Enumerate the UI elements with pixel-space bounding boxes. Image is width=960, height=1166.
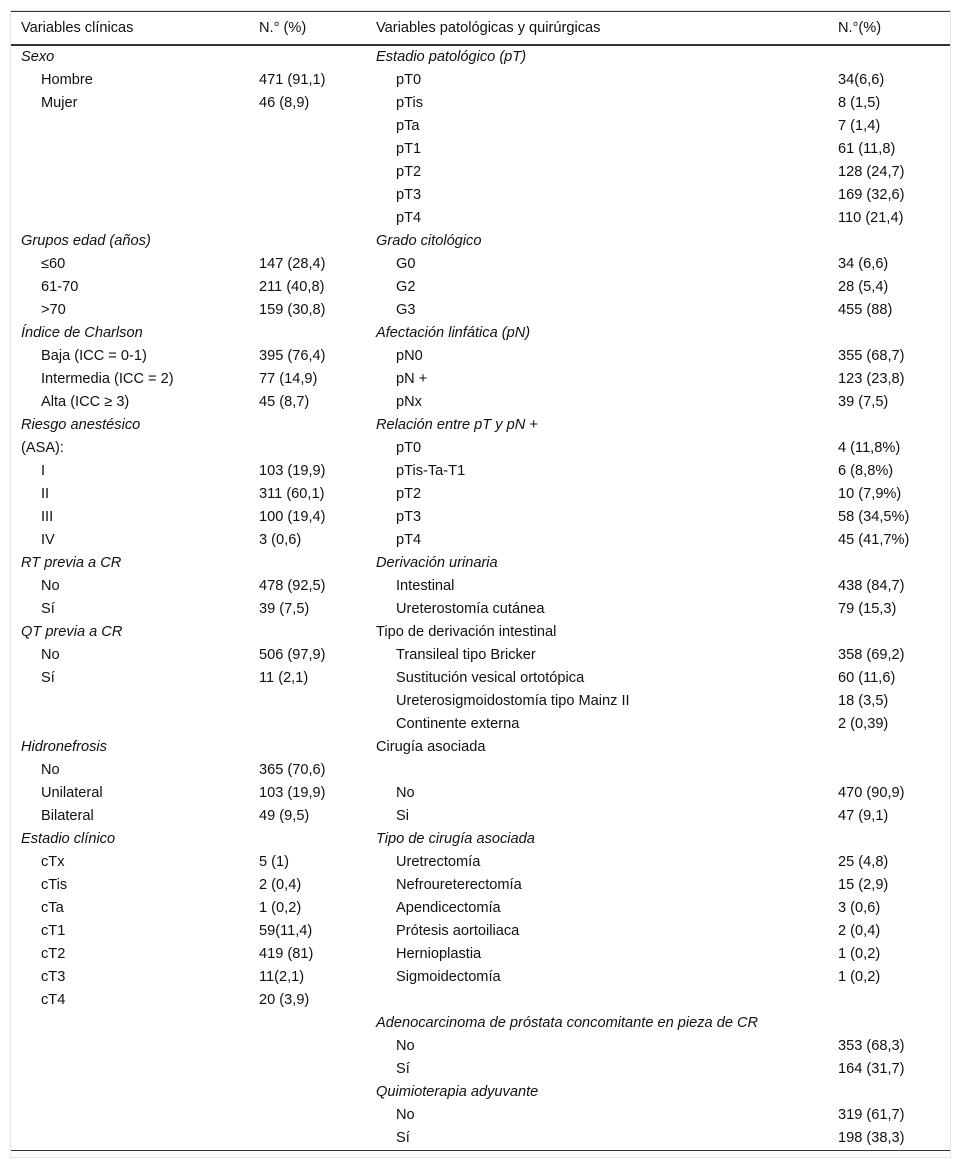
clinical-variable: cT3	[41, 968, 66, 985]
clinical-variable: 61-70	[41, 278, 79, 295]
clinical-variable: cT1	[41, 922, 66, 939]
clinical-count: 211 (40,8)	[259, 278, 325, 295]
table-row	[11, 805, 950, 828]
pathological-count: 2 (0,4)	[838, 922, 881, 939]
clinical-variable: No	[41, 577, 60, 594]
pathological-count: 28 (5,4)	[838, 278, 889, 295]
pathological-count	[828, 45, 950, 69]
clinical-variable: Estadio clínico	[21, 830, 116, 847]
clinical-count	[249, 736, 366, 759]
pathological-count	[828, 552, 950, 575]
clinical-count	[249, 1058, 366, 1081]
clinical-variable: No	[41, 646, 60, 663]
clinical-count	[249, 1104, 366, 1127]
table-row	[11, 1081, 950, 1104]
pathological-count: 353 (68,3)	[838, 1037, 905, 1054]
pathological-variable	[366, 989, 828, 1012]
clinical-variable: Alta (ICC ≥ 3)	[41, 393, 130, 410]
pathological-variable: Adenocarcinoma de próstata concomitante en pieza de CR	[376, 1014, 759, 1031]
table-row	[11, 253, 950, 276]
table-row	[11, 1035, 950, 1058]
pathological-variable: No	[396, 1037, 415, 1054]
pathological-count	[828, 989, 950, 1012]
pathological-count	[828, 828, 950, 851]
table-row	[11, 667, 950, 690]
pathological-count	[828, 230, 950, 253]
clinical-count	[249, 184, 366, 207]
pathological-count: 61 (11,8)	[838, 140, 896, 157]
table-row	[11, 391, 950, 414]
pathological-count: 455 (88)	[838, 301, 893, 318]
clinical-variable: cTx	[41, 853, 65, 870]
pathological-count: 25 (4,8)	[838, 853, 889, 870]
pathological-variable: pTa	[396, 117, 420, 134]
table-row	[11, 345, 950, 368]
pathological-variable: Grado citológico	[376, 232, 482, 249]
table-row	[11, 92, 950, 115]
table-row	[11, 414, 950, 437]
pathological-variable: G2	[396, 278, 416, 295]
clinical-count	[249, 207, 366, 230]
clinical-count	[249, 414, 366, 437]
clinical-count: 103 (19,9)	[259, 462, 326, 479]
pathological-count: 169 (32,6)	[838, 186, 905, 203]
clinical-variable: Bilateral	[41, 807, 94, 824]
clinical-variable: cT4	[41, 991, 66, 1008]
clinical-variable: Mujer	[41, 94, 78, 111]
pathological-variable: Hernioplastia	[396, 945, 482, 962]
clinical-count: 5 (1)	[259, 853, 290, 870]
pathological-variable: Cirugía asociada	[376, 738, 486, 755]
pathological-variable: Transileal tipo Bricker	[396, 646, 536, 663]
table-row	[11, 322, 950, 345]
clinical-variable: Sí	[41, 669, 55, 686]
pathological-variable: pT2	[396, 163, 422, 180]
table-row	[11, 460, 950, 483]
pathological-count: 438 (84,7)	[838, 577, 905, 594]
clinical-variable: No	[41, 761, 60, 778]
table-row	[11, 897, 950, 920]
clinical-count: 147 (28,4)	[259, 255, 326, 272]
clinical-variable: Unilateral	[41, 784, 103, 801]
clinical-variable: RT previa a CR	[21, 554, 122, 571]
clinical-count: 49 (9,5)	[259, 807, 310, 824]
table-row	[11, 184, 950, 207]
pathological-variable: pTis-Ta-T1	[396, 462, 466, 479]
clinical-count	[249, 828, 366, 851]
clinical-count	[249, 437, 366, 460]
pathological-count: 3 (0,6)	[838, 899, 881, 916]
clinical-variable	[11, 184, 249, 207]
clinical-variable: ≤60	[41, 255, 66, 272]
clinical-count: 39 (7,5)	[259, 600, 310, 617]
table-row	[11, 598, 950, 621]
pathological-variable: Afectación linfática (pN)	[376, 324, 531, 341]
header-clinical-variables: Variables clínicas	[11, 12, 249, 45]
pathological-variable: Sí	[396, 1060, 410, 1077]
clinical-variable: I	[41, 462, 46, 479]
pathological-variable: pT4	[396, 209, 422, 226]
pathological-variable: pNx	[396, 393, 422, 410]
pathological-variable: Sí	[366, 1127, 828, 1151]
table-row	[11, 207, 950, 230]
pathological-count: 18 (3,5)	[838, 692, 889, 709]
table-row	[11, 966, 950, 989]
pathological-count: 164 (31,7)	[838, 1060, 905, 1077]
table-row	[11, 115, 950, 138]
pathological-variable: pN0	[396, 347, 423, 364]
pathological-variable: pT3	[396, 186, 422, 203]
pathological-count	[828, 1012, 950, 1035]
clinical-variable	[11, 1104, 249, 1127]
pathological-count: 7 (1,4)	[838, 117, 881, 134]
pathological-variable: No	[396, 784, 415, 801]
clinical-variable	[11, 690, 249, 713]
table-row	[11, 552, 950, 575]
clinical-count	[249, 690, 366, 713]
clinical-count: 77 (14,9)	[259, 370, 318, 387]
table-row	[11, 138, 950, 161]
header-pathological-count: N.°(%)	[828, 12, 950, 45]
pathological-variable: pT4	[396, 531, 422, 548]
table-row	[11, 1012, 950, 1035]
pathological-count: 1 (0,2)	[838, 968, 881, 985]
pathological-variable: Sustitución vesical ortotópica	[396, 669, 585, 686]
table-row	[11, 529, 950, 552]
clinical-count: 478 (92,5)	[259, 577, 326, 594]
pathological-variable: Apendicectomía	[396, 899, 501, 916]
pathological-variable: Ureterosigmoidostomía tipo Mainz II	[396, 692, 630, 709]
clinical-count	[249, 1035, 366, 1058]
pathological-variable: pTis	[396, 94, 424, 111]
table-row	[11, 276, 950, 299]
pathological-count: 10 (7,9%)	[838, 485, 902, 502]
table-row	[11, 368, 950, 391]
pathological-variable: Si	[396, 807, 409, 824]
table-row	[11, 45, 950, 69]
clinical-count: 46 (8,9)	[259, 94, 310, 111]
pathological-variable: Nefroureterectomía	[396, 876, 522, 893]
table-row	[11, 782, 950, 805]
pathological-variable	[366, 759, 828, 782]
header-row	[11, 12, 950, 45]
clinical-count: 100 (19,4)	[259, 508, 326, 525]
clinical-variable	[11, 1012, 249, 1035]
pathological-count: 45 (41,7%)	[838, 531, 910, 548]
clinical-variable: cTa	[41, 899, 64, 916]
clinical-variable: III	[41, 508, 54, 525]
clinical-variable	[11, 713, 249, 736]
table-row	[11, 506, 950, 529]
pathological-count: 110 (21,4)	[838, 209, 904, 226]
pathological-count	[828, 759, 950, 782]
header-clinical-count: N.° (%)	[249, 12, 366, 45]
clinical-count: 11(2,1)	[259, 968, 305, 985]
clinical-variable	[11, 1035, 249, 1058]
clinical-count: 20 (3,9)	[259, 991, 310, 1008]
pathological-variable: pN +	[396, 370, 428, 387]
pathological-count	[828, 736, 950, 759]
clinical-count	[249, 1012, 366, 1035]
pathological-variable: Uretrectomía	[396, 853, 481, 870]
table-row	[11, 828, 950, 851]
clinical-variable: Hidronefrosis	[21, 738, 107, 755]
table-row	[11, 736, 950, 759]
pathological-count: 4 (11,8%)	[838, 439, 901, 456]
clinical-count	[249, 161, 366, 184]
pathological-count: 470 (90,9)	[838, 784, 905, 801]
clinical-variable	[11, 115, 249, 138]
table-row	[11, 621, 950, 644]
clinical-count: 2 (0,4)	[259, 876, 302, 893]
pathological-count: 79 (15,3)	[838, 600, 897, 617]
table-row	[11, 851, 950, 874]
table-row	[11, 437, 950, 460]
pathological-variable: pT0	[396, 71, 422, 88]
clinical-variable: Índice de Charlson	[21, 324, 143, 341]
pathological-variable: Relación entre pT y pN +	[376, 416, 538, 433]
clinical-variable	[11, 207, 249, 230]
clinical-count	[249, 230, 366, 253]
clinical-count: 103 (19,9)	[259, 784, 326, 801]
pathological-variable: Estadio patológico (pT)	[376, 48, 527, 65]
pathological-count: 358 (69,2)	[838, 646, 905, 663]
data-table	[11, 11, 950, 1151]
clinical-count	[249, 45, 366, 69]
pathological-variable: Tipo de cirugía asociada	[376, 830, 535, 847]
clinical-variable: Intermedia (ICC = 2)	[41, 370, 174, 387]
pathological-count: 128 (24,7)	[838, 163, 905, 180]
clinical-count: 419 (81)	[259, 945, 314, 962]
pathological-count: 39 (7,5)	[838, 393, 889, 410]
clinical-count: 395 (76,4)	[259, 347, 326, 364]
clinical-count	[249, 713, 366, 736]
clinical-variable: Grupos edad (años)	[21, 232, 151, 249]
clinical-count: 45 (8,7)	[259, 393, 310, 410]
table-row	[11, 483, 950, 506]
clinical-variable: cT2	[41, 945, 66, 962]
pathological-count: 123 (23,8)	[838, 370, 905, 387]
clinical-variable	[11, 1058, 249, 1081]
pathological-count: 8 (1,5)	[838, 94, 881, 111]
table-row	[11, 161, 950, 184]
pathological-count: 58 (34,5%)	[838, 508, 910, 525]
clinical-variable: Sí	[41, 600, 55, 617]
table-row	[11, 874, 950, 897]
table-row	[11, 713, 950, 736]
table-row	[11, 644, 950, 667]
table-row	[11, 989, 950, 1012]
clinical-count	[249, 621, 366, 644]
clinical-count: 11 (2,1)	[259, 669, 309, 686]
pathological-variable: Continente externa	[396, 715, 520, 732]
clinical-count	[249, 1127, 366, 1151]
clinical-variable: IV	[41, 531, 55, 548]
clinical-variable	[11, 138, 249, 161]
table-header	[11, 12, 950, 45]
pathological-variable: G0	[396, 255, 416, 272]
table-row	[11, 69, 950, 92]
table-row	[11, 690, 950, 713]
clinical-variable	[11, 1127, 249, 1151]
clinical-variable: (ASA):	[21, 439, 64, 456]
table-row	[11, 943, 950, 966]
pathological-count: 6 (8,8%)	[838, 462, 894, 479]
pathological-count	[828, 621, 950, 644]
clinical-variable: cTis	[41, 876, 68, 893]
pathological-variable: G3	[396, 301, 416, 318]
pathological-variable: Quimioterapia adyuvante	[376, 1083, 539, 1100]
pathological-variable: Intestinal	[396, 577, 455, 594]
clinical-variable: Baja (ICC = 0-1)	[41, 347, 147, 364]
table-row	[11, 759, 950, 782]
table-row	[11, 575, 950, 598]
clinical-variable: Riesgo anestésico	[21, 416, 141, 433]
pathological-count	[828, 322, 950, 345]
table-body	[11, 45, 950, 1151]
clinical-variable	[11, 1081, 249, 1104]
pathological-count: 198 (38,3)	[828, 1127, 950, 1151]
pathological-variable: pT1	[396, 140, 422, 157]
clinical-count: 3 (0,6)	[259, 531, 302, 548]
pathological-variable: Prótesis aortoiliaca	[396, 922, 520, 939]
pathological-count: 34(6,6)	[838, 71, 885, 88]
table-container	[10, 10, 951, 1158]
clinical-count	[249, 552, 366, 575]
pathological-variable: pT3	[396, 508, 422, 525]
pathological-variable: Sigmoidectomía	[396, 968, 501, 985]
clinical-variable: II	[41, 485, 50, 502]
pathological-count: 2 (0,39)	[838, 715, 889, 732]
pathological-count: 355 (68,7)	[838, 347, 905, 364]
clinical-count	[249, 322, 366, 345]
pathological-count: 15 (2,9)	[838, 876, 889, 893]
pathological-count: 47 (9,1)	[838, 807, 889, 824]
table-row	[11, 230, 950, 253]
pathological-count	[828, 414, 950, 437]
clinical-count: 471 (91,1)	[259, 71, 326, 88]
clinical-variable: Sexo	[21, 48, 55, 65]
table-row	[11, 1058, 950, 1081]
clinical-variable	[11, 161, 249, 184]
pathological-count: 60 (11,6)	[838, 669, 896, 686]
clinical-count	[249, 138, 366, 161]
pathological-count: 34 (6,6)	[838, 255, 889, 272]
pathological-variable: Derivación urinaria	[376, 554, 498, 571]
clinical-count	[249, 115, 366, 138]
clinical-count: 159 (30,8)	[259, 301, 326, 318]
clinical-count: 59(11,4)	[259, 922, 313, 939]
table-row	[11, 299, 950, 322]
clinical-count: 506 (97,9)	[259, 646, 326, 663]
pathological-count: 1 (0,2)	[838, 945, 881, 962]
clinical-count: 311 (60,1)	[259, 485, 325, 502]
pathological-variable: Ureterostomía cutánea	[396, 600, 545, 617]
clinical-variable: >70	[41, 301, 66, 318]
clinical-count: 1 (0,2)	[259, 899, 302, 916]
pathological-count: 319 (61,7)	[838, 1106, 905, 1123]
pathological-variable: Tipo de derivación intestinal	[376, 623, 557, 640]
table-row	[11, 1127, 950, 1151]
clinical-variable: Hombre	[41, 71, 93, 88]
pathological-count	[828, 1081, 950, 1104]
table-row	[11, 920, 950, 943]
clinical-count: 365 (70,6)	[259, 761, 326, 778]
table-row	[11, 1104, 950, 1127]
pathological-variable: pT2	[396, 485, 422, 502]
clinical-count	[249, 1081, 366, 1104]
header-pathological-variables: Variables patológicas y quirúrgicas	[366, 12, 828, 45]
pathological-variable: pT0	[396, 439, 422, 456]
pathological-variable: No	[396, 1106, 415, 1123]
clinical-variable: QT previa a CR	[21, 623, 123, 640]
